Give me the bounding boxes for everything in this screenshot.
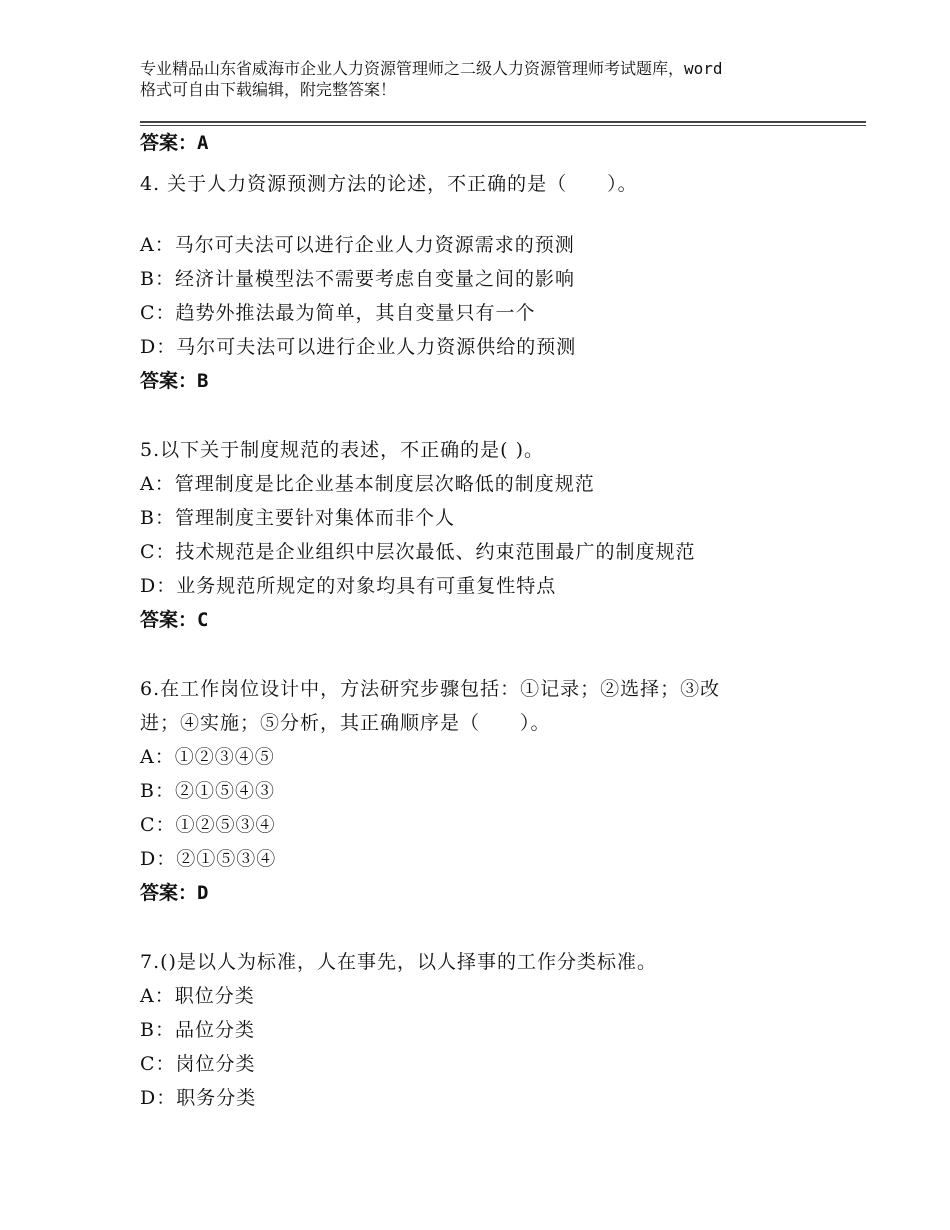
question-6-option-d: D：②①⑤③④	[140, 848, 277, 870]
document-header	[140, 58, 830, 100]
header-line-1: 专业精品山东省威海市企业人力资源管理师之二级人力资源管理师考试题库，word	[140, 59, 723, 78]
question-4-option-a: A：马尔可夫法可以进行企业人力资源需求的预测	[140, 234, 575, 256]
question-6-option-b: B：②①⑤④③	[140, 780, 275, 802]
answer-q3: 答案：A	[140, 132, 209, 154]
question-4-option-b: B：经济计量模型法不需要考虑自变量之间的影响	[140, 268, 575, 290]
question-5-stem: 5.以下关于制度规范的表述，不正确的是( )。	[140, 439, 544, 461]
question-5-option-c: C：技术规范是企业组织中层次最低、约束范围最广的制度规范	[140, 541, 696, 563]
question-7-option-d: D：职务分类	[140, 1087, 257, 1109]
question-6-stem-line-2: 进；④实施；⑤分析，其正确顺序是（ ）。	[140, 712, 551, 734]
question-7-option-b: B：品位分类	[140, 1019, 255, 1041]
header-line-2: 格式可自由下载编辑，附完整答案！	[140, 80, 397, 99]
question-5-option-b: B：管理制度主要针对集体而非个人	[140, 507, 455, 529]
answer-q4: 答案：B	[140, 370, 209, 392]
question-6-option-c: C：①②⑤③④	[140, 814, 276, 836]
answer-q6: 答案：D	[140, 882, 209, 904]
question-5-option-a: A：管理制度是比企业基本制度层次略低的制度规范	[140, 473, 595, 495]
question-5-option-d: D：业务规范所规定的对象均具有可重复性特点	[140, 575, 557, 597]
question-4-option-c: C：趋势外推法最为简单，其自变量只有一个	[140, 302, 536, 324]
question-4-option-d: D：马尔可夫法可以进行企业人力资源供给的预测	[140, 336, 577, 358]
question-7-option-a: A：职位分类	[140, 985, 255, 1007]
question-6-stem-line-1: 6.在工作岗位设计中，方法研究步骤包括：①记录；②选择；③改	[140, 678, 721, 700]
question-4-stem: 4. 关于人力资源预测方法的论述，不正确的是（ ）。	[140, 173, 638, 195]
question-7-stem: 7.()是以人为标准，人在事先，以人择事的工作分类标准。	[140, 951, 657, 973]
header-divider-thick	[140, 121, 866, 123]
question-6-option-a: A：①②③④⑤	[140, 746, 275, 768]
header-divider-thin	[140, 125, 866, 126]
question-7-option-c: C：岗位分类	[140, 1053, 256, 1075]
answer-q5: 答案：C	[140, 609, 209, 631]
